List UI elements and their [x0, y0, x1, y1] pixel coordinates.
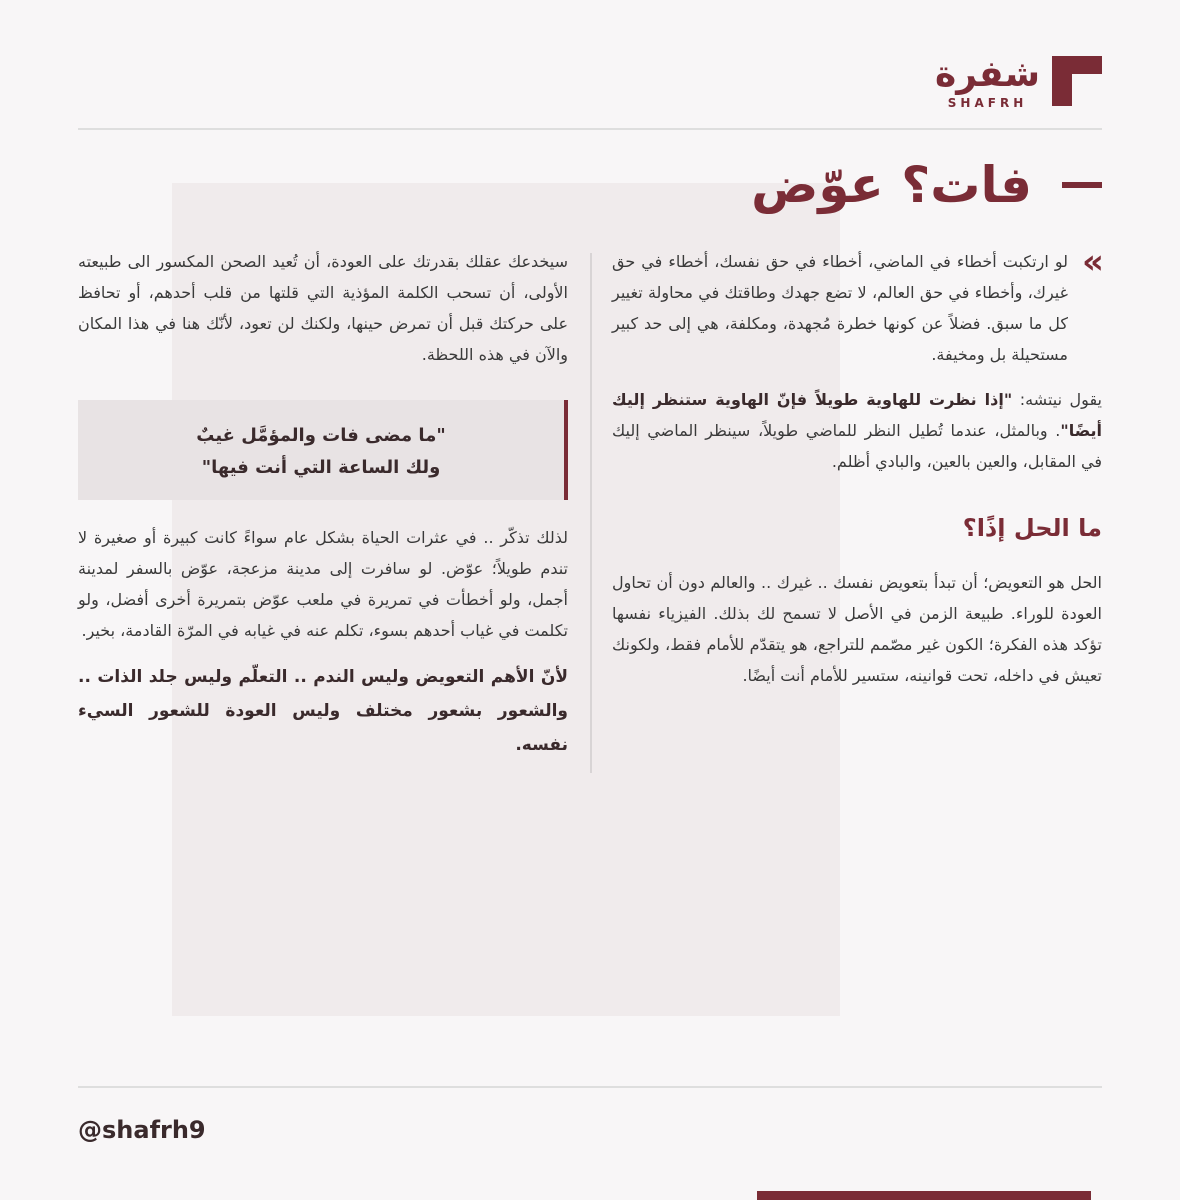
brand-name: شفرة — [935, 54, 1040, 95]
left-column — [78, 246, 568, 762]
solution-heading: ما الحل إذًا؟ — [962, 514, 1102, 542]
column-divider — [590, 253, 592, 773]
pull-quote — [78, 400, 568, 500]
logo-mark-icon — [1052, 56, 1102, 106]
nietzsche-quote: "إذا نظرت للهاوية طويلاً فإنّ الهاوية ستنظر إليك أيضًا" — [612, 390, 1102, 440]
title-text: فات؟ عوّض — [751, 156, 1032, 214]
opening-quote-icon: » — [1082, 242, 1104, 282]
social-handle: @shafrh9 — [78, 1116, 206, 1144]
nietzsche-paragraph — [612, 384, 1102, 477]
title-dash-icon — [1062, 182, 1102, 188]
pull-quote-line-2: ولك الساعة التي أنت فيها" — [201, 457, 441, 478]
right-column — [612, 242, 1104, 691]
footer-divider — [78, 1086, 1102, 1088]
solution-paragraph: الحل هو التعويض؛ أن تبدأ بتعويض نفسك .. غيرك .. والعالم دون أن تحاول العودة للوراء. طبيعة الزمن في الأصل لا تسمح لك بذلك. الفيزياء نفسها تؤكد هذه الفكرة؛ الكون غير مصّمم للتراجع، هو يتقدّم للأمام فقط، ولكونك تعيش في داخله، تحت قوانينه، ستسير للأمام أنت أيضًا. — [612, 573, 1102, 685]
header-divider — [78, 128, 1102, 130]
pull-quote-line-1: "ما مضى فات والمؤمَّل غيبٌ — [196, 425, 446, 446]
page-title — [751, 150, 1102, 220]
brand-latin-name: SHAFRH — [947, 96, 1028, 110]
footer-accent-bar — [757, 1191, 1091, 1200]
nietzsche-rest: . وبالمثل، عندما تُطيل النظر للماضي طويلاً، سينظر الماضي إليك في المقابل، والعين بالعين، والبادي أظلم. — [612, 421, 1102, 471]
nietzsche-intro: يقول نيتشه: — [1012, 390, 1102, 409]
intro-paragraph: لو ارتكبت أخطاء في الماضي، أخطاء في حق نفسك، أخطاء في حق غيرك، وأخطاء في حق العالم، لا تضع جهدك وطاقتك في محاولة تغيير كل ما سبق. فضلاً عن كونها خطرة مُجهدة، ومكلفة، هي إلى حد كبير مستحيلة بل ومخيفة. — [612, 252, 1068, 364]
conclusion-paragraph: لأنّ الأهم التعويض وليس الندم .. التعلّم وليس جلد الذات .. والشعور بشعور مختلف وليس العودة للشعور السيء نفسه. — [78, 667, 568, 755]
brand-logo — [935, 56, 1102, 110]
remember-paragraph: لذلك تذكّر .. في عثرات الحياة بشكل عام سواءً كانت كبيرة أو صغيرة لا تندم طويلاً؛ عوّض. لو سافرت إلى مدينة مزعجة، عوّض بالسفر لمدينة أجمل، ولو أخطأت في تمريرة في ملعب عوّض بتمريرة أخرى أفضل، ولو تكلمت في غياب أحدهم بسوء، تكلم عنه في غيابه في المرّة القادمة، بخير. — [78, 528, 568, 640]
brand-wordmark — [935, 56, 1040, 110]
illusion-paragraph: سيخدعك عقلك بقدرتك على العودة، أن تُعيد الصحن المكسور الى طبيعته الأولى، أن تسحب الكلمة المؤذية التي قلتها من قلب أحدهم، أو تحافظ على حركتك قبل أن تمرض حينها، ولكنك لن تعود، لأنّك هنا في هذا المكان والآن في هذه اللحظة. — [78, 252, 568, 364]
